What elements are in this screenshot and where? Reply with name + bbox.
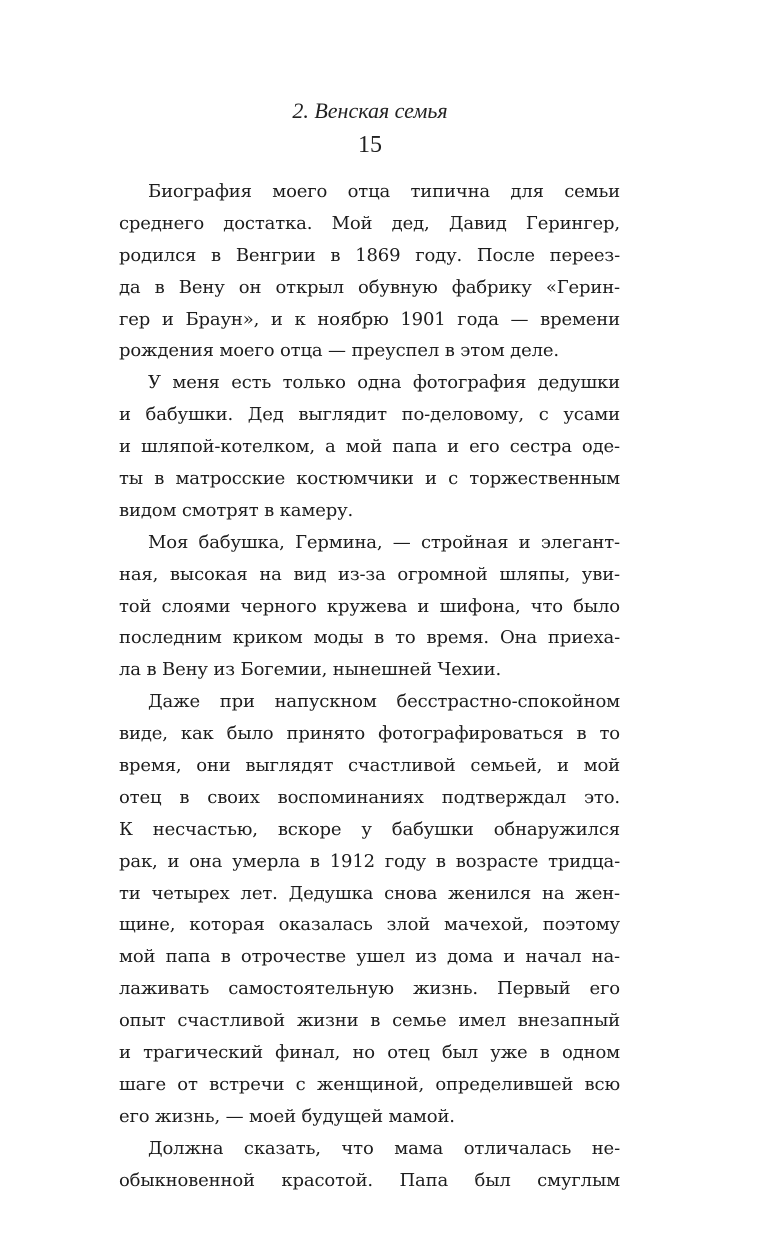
text-line: да в Вену он открыл обувную фабрику «Герин- <box>119 276 620 298</box>
text-line: щине, которая оказалась злой мачехой, поэтому <box>119 914 620 936</box>
text-line: ла в Вену из Богемии, нынешней Чехии. <box>119 659 502 681</box>
text-line: Биография моего отца типична для семьи <box>148 181 620 202</box>
text-line: время, они выглядят счастливой семьей, и мой <box>119 755 620 777</box>
text-line: отец в своих воспоминаниях подтверждал это. <box>119 786 620 808</box>
paragraph-2 <box>119 367 620 526</box>
paragraph-3 <box>119 527 620 686</box>
text-line: мой папа в отрочестве ушел из дома и начал на- <box>119 946 620 968</box>
text-line: и трагический финал, но отец был уже в одном <box>119 1042 620 1064</box>
text-line: гер и Браун», и к ноябрю 1901 года — времени <box>119 308 620 330</box>
text-line: той слоями черного кружева и шифона, что было <box>119 595 620 617</box>
text-line: ти четырех лет. Дедушка снова женился на жен- <box>119 882 620 904</box>
text-line: рак, и она умерла в 1912 году в возрасте тридца- <box>119 850 620 872</box>
text-line: рождения моего отца — преуспел в этом деле. <box>119 340 559 362</box>
text-line: обыкновенной красотой. Папа был смуглым <box>119 1169 620 1191</box>
text-line: Должна сказать, что мама отличалась не- <box>148 1137 620 1159</box>
text-line: последним криком моды в то время. Она приеха- <box>119 627 620 649</box>
text-line: лаживать самостоятельную жизнь. Первый его <box>119 978 620 1000</box>
text-line: У меня есть только одна фотография дедушки <box>148 372 620 394</box>
paragraph-5 <box>119 1133 620 1197</box>
body-text <box>119 176 620 1197</box>
running-head: 2. Венская семья <box>292 98 448 123</box>
text-line: видом смотрят в камеру. <box>119 499 354 521</box>
text-line: виде, как было принято фотографироваться в то <box>119 723 620 745</box>
text-line: родился в Венгрии в 1869 году. После переез- <box>119 244 620 266</box>
text-line: ты в матросские костюмчики и с торжественным <box>119 468 620 490</box>
text-line: его жизнь, — моей будущей мамой. <box>119 1105 455 1127</box>
text-line: Моя бабушка, Гермина, — стройная и элегант- <box>148 531 620 553</box>
page-number: 15 <box>358 132 382 158</box>
text-line: среднего достатка. Мой дед, Давид Герингер, <box>119 212 620 234</box>
text-line: Даже при напускном бесстрастно-спокойном <box>148 691 620 713</box>
paragraph-4 <box>119 686 620 1132</box>
text-line: ная, высокая на вид из-за огромной шляпы, уви- <box>119 563 620 585</box>
text-line: К несчастью, вскоре у бабушки обнаружился <box>119 818 620 840</box>
text-line: шаге от встречи с женщиной, определившей всю <box>119 1073 620 1095</box>
text-line: и шляпой-котелком, а мой папа и его сестра оде- <box>119 436 620 458</box>
text-line: опыт счастливой жизни в семье имел внезапный <box>119 1010 620 1032</box>
paragraph-1 <box>119 176 620 367</box>
text-line: и бабушки. Дед выглядит по-деловому, с усами <box>119 404 620 426</box>
